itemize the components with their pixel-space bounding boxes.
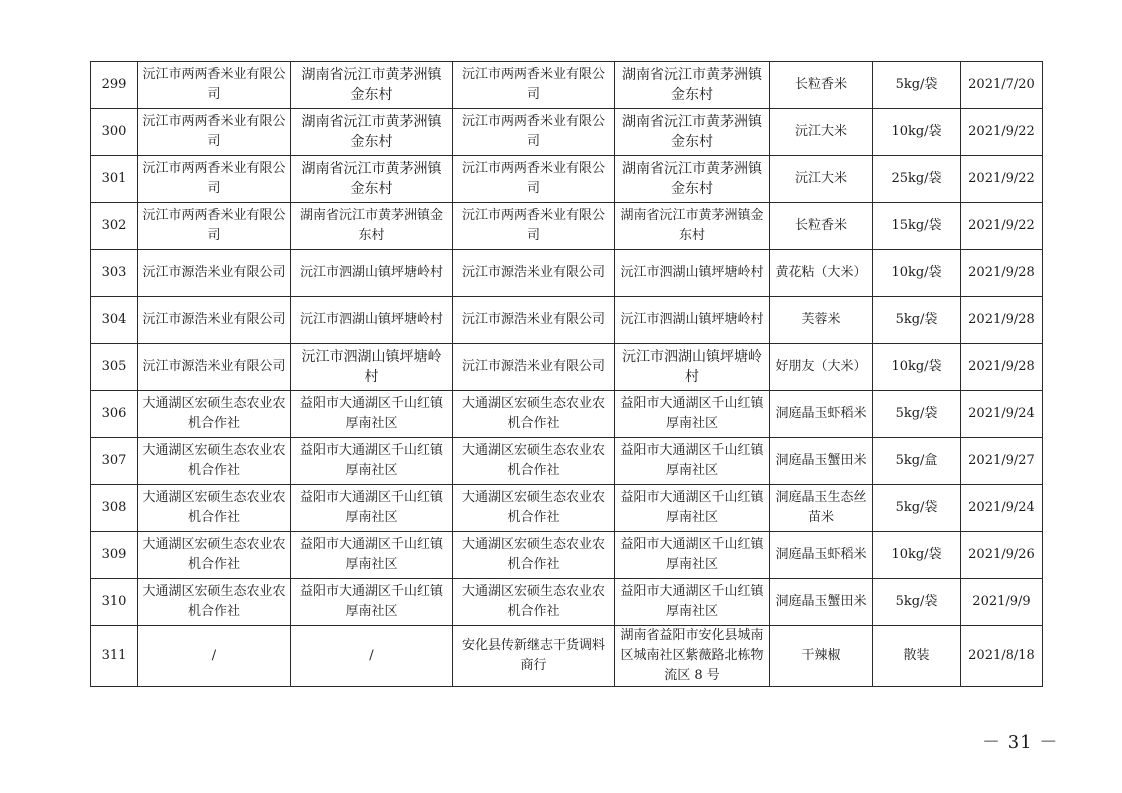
product-name-cell: 长粒香米 bbox=[770, 203, 873, 250]
table-row bbox=[91, 532, 1043, 579]
production-date-cell: 2021/9/9 bbox=[961, 579, 1043, 626]
producer-name-cell: 沅江市两两香米业有限公司 bbox=[138, 109, 291, 156]
producer-address-cell: 沅江市泗湖山镇坪塘岭村 bbox=[291, 250, 453, 297]
seller-address-cell: 益阳市大通湖区千山红镇厚南社区 bbox=[615, 532, 770, 579]
producer-name-cell: 大通湖区宏硕生态农业农机合作社 bbox=[138, 391, 291, 438]
row-number-cell: 300 bbox=[91, 109, 138, 156]
row-number-cell: 304 bbox=[91, 297, 138, 344]
row-number-cell: 307 bbox=[91, 438, 138, 485]
package-spec-cell: 10kg/袋 bbox=[873, 109, 961, 156]
row-number-cell: 310 bbox=[91, 579, 138, 626]
product-name-cell: 洞庭晶玉蟹田米 bbox=[770, 438, 873, 485]
seller-name-cell: 大通湖区宏硕生态农业农机合作社 bbox=[453, 532, 615, 579]
producer-name-cell: 沅江市源浩米业有限公司 bbox=[138, 250, 291, 297]
package-spec-cell: 10kg/袋 bbox=[873, 250, 961, 297]
producer-address-cell: 益阳市大通湖区千山红镇厚南社区 bbox=[291, 391, 453, 438]
product-name-cell: 洞庭晶玉虾稻米 bbox=[770, 532, 873, 579]
production-date-cell: 2021/9/22 bbox=[961, 109, 1043, 156]
table-row bbox=[91, 626, 1043, 687]
row-number-cell: 302 bbox=[91, 203, 138, 250]
package-spec-cell: 10kg/袋 bbox=[873, 344, 961, 391]
production-date-cell: 2021/9/28 bbox=[961, 344, 1043, 391]
production-date-cell: 2021/7/20 bbox=[961, 62, 1043, 109]
production-date-cell: 2021/9/22 bbox=[961, 156, 1043, 203]
seller-name-cell: 沅江市两两香米业有限公司 bbox=[453, 203, 615, 250]
table-body bbox=[91, 62, 1043, 687]
production-date-cell: 2021/9/22 bbox=[961, 203, 1043, 250]
producer-address-cell: 益阳市大通湖区千山红镇厚南社区 bbox=[291, 438, 453, 485]
row-number-cell: 309 bbox=[91, 532, 138, 579]
product-name-cell: 芙蓉米 bbox=[770, 297, 873, 344]
producer-address-cell: 沅江市泗湖山镇坪塘岭村 bbox=[291, 297, 453, 344]
row-number-cell: 308 bbox=[91, 485, 138, 532]
table-row bbox=[91, 62, 1043, 109]
seller-address-cell: 沅江市泗湖山镇坪塘岭村 bbox=[615, 344, 770, 391]
product-name-cell: 沅江大米 bbox=[770, 109, 873, 156]
seller-address-cell: 湖南省沅江市黄茅洲镇金东村 bbox=[615, 109, 770, 156]
product-name-cell: 好朋友（大米） bbox=[770, 344, 873, 391]
row-number-cell: 305 bbox=[91, 344, 138, 391]
seller-address-cell: 湖南省沅江市黄茅洲镇金东村 bbox=[615, 156, 770, 203]
producer-name-cell: / bbox=[138, 626, 291, 687]
seller-name-cell: 沅江市源浩米业有限公司 bbox=[453, 344, 615, 391]
seller-address-cell: 益阳市大通湖区千山红镇厚南社区 bbox=[615, 438, 770, 485]
package-spec-cell: 5kg/袋 bbox=[873, 297, 961, 344]
producer-address-cell: 湖南省沅江市黄茅洲镇金东村 bbox=[291, 156, 453, 203]
package-spec-cell: 5kg/袋 bbox=[873, 485, 961, 532]
producer-address-cell: 沅江市泗湖山镇坪塘岭村 bbox=[291, 344, 453, 391]
producer-name-cell: 沅江市两两香米业有限公司 bbox=[138, 203, 291, 250]
producer-address-cell: 益阳市大通湖区千山红镇厚南社区 bbox=[291, 579, 453, 626]
seller-name-cell: 沅江市两两香米业有限公司 bbox=[453, 156, 615, 203]
production-date-cell: 2021/9/28 bbox=[961, 297, 1043, 344]
package-spec-cell: 5kg/袋 bbox=[873, 391, 961, 438]
inspection-table bbox=[90, 61, 1043, 687]
producer-name-cell: 沅江市两两香米业有限公司 bbox=[138, 156, 291, 203]
seller-name-cell: 沅江市源浩米业有限公司 bbox=[453, 250, 615, 297]
production-date-cell: 2021/8/18 bbox=[961, 626, 1043, 687]
package-spec-cell: 散装 bbox=[873, 626, 961, 687]
seller-name-cell: 沅江市两两香米业有限公司 bbox=[453, 62, 615, 109]
package-spec-cell: 5kg/袋 bbox=[873, 579, 961, 626]
seller-address-cell: 湖南省沅江市黄茅洲镇金东村 bbox=[615, 62, 770, 109]
seller-address-cell: 益阳市大通湖区千山红镇厚南社区 bbox=[615, 391, 770, 438]
page-number: － 31 － bbox=[982, 732, 1059, 753]
table-row bbox=[91, 109, 1043, 156]
row-number-cell: 301 bbox=[91, 156, 138, 203]
table-row bbox=[91, 156, 1043, 203]
producer-name-cell: 大通湖区宏硕生态农业农机合作社 bbox=[138, 485, 291, 532]
product-name-cell: 沅江大米 bbox=[770, 156, 873, 203]
seller-address-cell: 沅江市泗湖山镇坪塘岭村 bbox=[615, 297, 770, 344]
producer-name-cell: 沅江市两两香米业有限公司 bbox=[138, 62, 291, 109]
producer-address-cell: 益阳市大通湖区千山红镇厚南社区 bbox=[291, 485, 453, 532]
seller-address-cell: 湖南省益阳市安化县城南区城南社区紫薇路北栋物流区 8 号 bbox=[615, 626, 770, 687]
package-spec-cell: 5kg/盒 bbox=[873, 438, 961, 485]
inspection-table-page bbox=[90, 61, 1043, 687]
seller-address-cell: 沅江市泗湖山镇坪塘岭村 bbox=[615, 250, 770, 297]
product-name-cell: 洞庭晶玉蟹田米 bbox=[770, 579, 873, 626]
seller-address-cell: 益阳市大通湖区千山红镇厚南社区 bbox=[615, 579, 770, 626]
producer-address-cell: 湖南省沅江市黄茅洲镇金东村 bbox=[291, 203, 453, 250]
seller-name-cell: 安化县传新继志干货调料商行 bbox=[453, 626, 615, 687]
product-name-cell: 洞庭晶玉虾稻米 bbox=[770, 391, 873, 438]
seller-name-cell: 沅江市源浩米业有限公司 bbox=[453, 297, 615, 344]
producer-name-cell: 大通湖区宏硕生态农业农机合作社 bbox=[138, 532, 291, 579]
table-row bbox=[91, 579, 1043, 626]
production-date-cell: 2021/9/27 bbox=[961, 438, 1043, 485]
seller-address-cell: 益阳市大通湖区千山红镇厚南社区 bbox=[615, 485, 770, 532]
product-name-cell: 黄花粘（大米） bbox=[770, 250, 873, 297]
producer-address-cell: 湖南省沅江市黄茅洲镇金东村 bbox=[291, 62, 453, 109]
producer-name-cell: 沅江市源浩米业有限公司 bbox=[138, 297, 291, 344]
producer-address-cell: 益阳市大通湖区千山红镇厚南社区 bbox=[291, 532, 453, 579]
table-row bbox=[91, 391, 1043, 438]
row-number-cell: 311 bbox=[91, 626, 138, 687]
table-row bbox=[91, 250, 1043, 297]
producer-name-cell: 大通湖区宏硕生态农业农机合作社 bbox=[138, 438, 291, 485]
product-name-cell: 干辣椒 bbox=[770, 626, 873, 687]
row-number-cell: 306 bbox=[91, 391, 138, 438]
seller-name-cell: 大通湖区宏硕生态农业农机合作社 bbox=[453, 579, 615, 626]
table-row bbox=[91, 438, 1043, 485]
producer-name-cell: 大通湖区宏硕生态农业农机合作社 bbox=[138, 579, 291, 626]
producer-address-cell: 湖南省沅江市黄茅洲镇金东村 bbox=[291, 109, 453, 156]
seller-name-cell: 沅江市两两香米业有限公司 bbox=[453, 109, 615, 156]
seller-name-cell: 大通湖区宏硕生态农业农机合作社 bbox=[453, 438, 615, 485]
package-spec-cell: 5kg/袋 bbox=[873, 62, 961, 109]
package-spec-cell: 10kg/袋 bbox=[873, 532, 961, 579]
seller-name-cell: 大通湖区宏硕生态农业农机合作社 bbox=[453, 391, 615, 438]
production-date-cell: 2021/9/26 bbox=[961, 532, 1043, 579]
producer-name-cell: 沅江市源浩米业有限公司 bbox=[138, 344, 291, 391]
table-row bbox=[91, 344, 1043, 391]
production-date-cell: 2021/9/24 bbox=[961, 391, 1043, 438]
table-row bbox=[91, 297, 1043, 344]
seller-address-cell: 湖南省沅江市黄茅洲镇金东村 bbox=[615, 203, 770, 250]
table-row bbox=[91, 203, 1043, 250]
production-date-cell: 2021/9/24 bbox=[961, 485, 1043, 532]
package-spec-cell: 15kg/袋 bbox=[873, 203, 961, 250]
package-spec-cell: 25kg/袋 bbox=[873, 156, 961, 203]
seller-name-cell: 大通湖区宏硕生态农业农机合作社 bbox=[453, 485, 615, 532]
table-row bbox=[91, 485, 1043, 532]
producer-address-cell: / bbox=[291, 626, 453, 687]
row-number-cell: 299 bbox=[91, 62, 138, 109]
production-date-cell: 2021/9/28 bbox=[961, 250, 1043, 297]
product-name-cell: 洞庭晶玉生态丝苗米 bbox=[770, 485, 873, 532]
product-name-cell: 长粒香米 bbox=[770, 62, 873, 109]
row-number-cell: 303 bbox=[91, 250, 138, 297]
